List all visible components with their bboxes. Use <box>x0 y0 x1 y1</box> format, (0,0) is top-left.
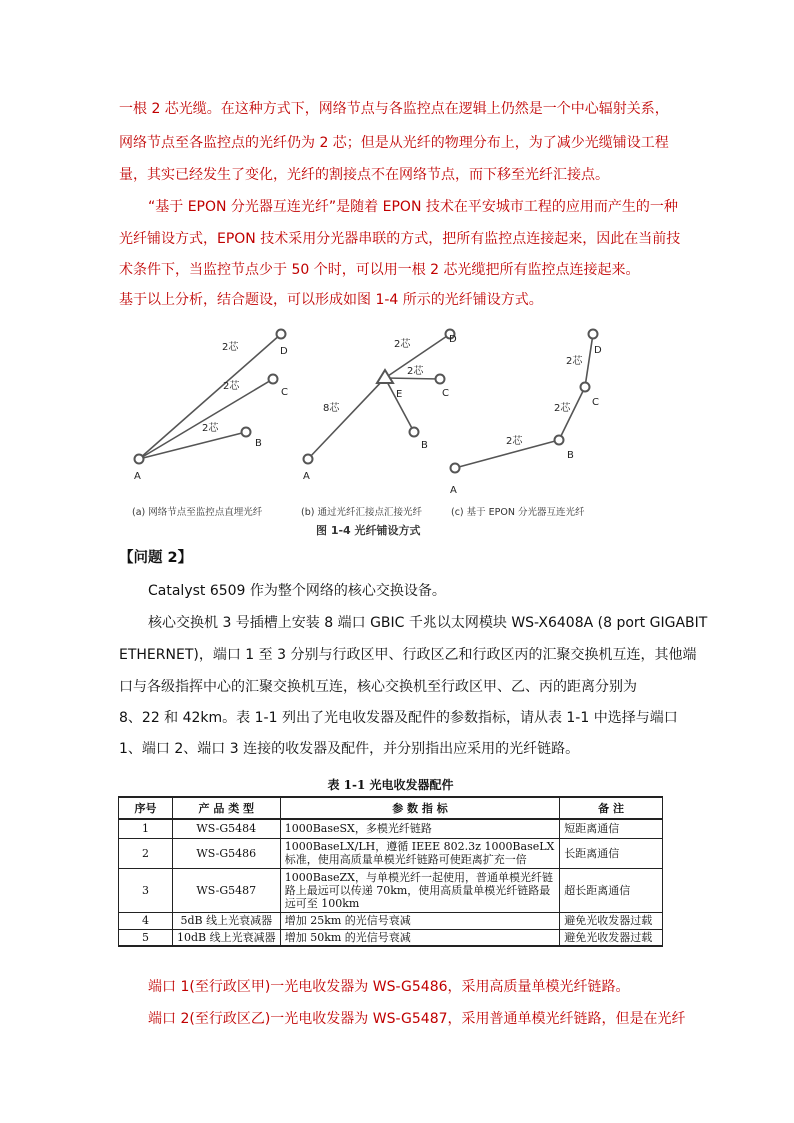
label-2core: 2芯 <box>394 339 411 350</box>
paragraph-line: 光纤铺设方式，EPON 技术采用分光器串联的方式，把所有监控点连接起来，因此在当前技 <box>119 231 681 247</box>
node-label: A <box>134 471 141 482</box>
cell-note: 短距离通信 <box>560 819 663 838</box>
panel-b-caption: (b) 通过光纤汇接点汇接光纤 <box>301 507 422 518</box>
label-2core: 2芯 <box>554 403 571 414</box>
question-line: 8、22 和 42km。表 1-1 列出了光电收发器及配件的参数指标，请从表 1-1 中选择与端口 <box>119 710 678 726</box>
label-2core: 2芯 <box>222 342 239 353</box>
splitter-e-triangle <box>377 370 393 383</box>
cell-type: WS-G5486 <box>172 838 280 868</box>
header-spec: 参 数 指 标 <box>280 797 560 819</box>
answer-line: 端口 1(至行政区甲)一光电收发器为 WS-G5486，采用高质量单模光纤链路。 <box>148 979 630 995</box>
node-a-a <box>135 455 144 464</box>
cell-no: 3 <box>119 868 173 912</box>
cell-note: 避免光收发器过载 <box>560 929 663 946</box>
table-row <box>119 912 663 929</box>
node-label: C <box>281 387 288 398</box>
cell-note: 避免光收发器过载 <box>560 912 663 929</box>
label-2core: 2芯 <box>223 381 240 392</box>
paragraph-line: 量，其实已经发生了变化，光纤的割接点不在网络节点，而下移至光纤汇接点。 <box>119 167 609 183</box>
table-row <box>119 929 663 946</box>
node-label: B <box>255 438 262 449</box>
cell-note: 超长距离通信 <box>560 868 663 912</box>
node-c-c <box>581 383 590 392</box>
node-label: E <box>396 389 403 400</box>
table-row <box>119 819 663 838</box>
cell-no: 2 <box>119 838 173 868</box>
table-caption: 表 1-1 光电收发器配件 <box>327 778 454 792</box>
label-2core: 2芯 <box>202 423 219 434</box>
cell-type: WS-G5484 <box>172 819 280 838</box>
question-line: 口与各级指挥中心的汇聚交换机互连，核心交换机至行政区甲、乙、丙的距离分别为 <box>119 679 637 695</box>
fiber-layout-figure <box>118 318 615 540</box>
cell-no: 5 <box>119 929 173 946</box>
table-header-row <box>119 797 663 819</box>
node-c-b <box>436 375 445 384</box>
node-d-a <box>277 330 286 339</box>
cell-spec: 1000BaseZX，与单模光纤一起使用，普通单模光纤链路上最远可以传递 70km，使用高质量单模光纤链路最远可至 100km <box>280 868 560 912</box>
table-row <box>119 868 663 912</box>
node-label: D <box>449 334 457 345</box>
node-c-a <box>269 375 278 384</box>
node-label: B <box>421 440 428 451</box>
node-label: D <box>280 346 288 357</box>
node-a-c <box>451 464 460 473</box>
cell-type: WS-G5487 <box>172 868 280 912</box>
panel-c-caption: (c) 基于 EPON 分光器互连光纤 <box>451 507 585 518</box>
node-d-c <box>589 330 598 339</box>
question-line: 1、端口 2、端口 3 连接的收发器及配件，并分别指出应采用的光纤链路。 <box>119 741 580 757</box>
question-line: ETHERNET)，端口 1 至 3 分别与行政区甲、行政区乙和行政区丙的汇聚交换机互连，其他端 <box>119 647 697 663</box>
cell-spec: 增加 50km 的光信号衰减 <box>280 929 560 946</box>
paragraph-line: 网络节点至各监控点的光纤仍为 2 芯；但是从光纤的物理分布上，为了减少光缆铺设工程 <box>119 135 669 151</box>
label-8core: 8芯 <box>323 403 340 414</box>
node-b-c <box>555 436 564 445</box>
label-2core: 2芯 <box>506 436 523 447</box>
transceiver-table <box>118 796 663 947</box>
node-label: C <box>592 397 599 408</box>
header-note: 备 注 <box>560 797 663 819</box>
question-heading: 【问题 2】 <box>119 550 193 566</box>
table-row <box>119 838 663 868</box>
paragraph-line: “基于 EPON 分光器互连光纤”是随着 EPON 技术在平安城市工程的应用而产生的一种 <box>148 199 678 215</box>
cell-note: 长距离通信 <box>560 838 663 868</box>
question-line: 核心交换机 3 号插槽上安装 8 端口 GBIC 千兆以太网模块 WS-X6408A (8 port GIGABIT <box>148 615 708 631</box>
figure-title: 图 1-4 光纤铺设方式 <box>316 524 421 537</box>
cell-type: 10dB 线上光衰减器 <box>172 929 280 946</box>
node-label: C <box>442 388 449 399</box>
header-type: 产 品 类 型 <box>172 797 280 819</box>
node-label: B <box>567 450 574 461</box>
question-line: Catalyst 6509 作为整个网络的核心交换设备。 <box>148 583 446 599</box>
cell-spec: 增加 25km 的光信号衰减 <box>280 912 560 929</box>
node-label: A <box>303 471 310 482</box>
label-2core: 2芯 <box>566 356 583 367</box>
header-no: 序号 <box>119 797 173 819</box>
node-b-b <box>410 428 419 437</box>
node-label: A <box>450 485 457 496</box>
node-label: D <box>594 345 602 356</box>
cell-no: 1 <box>119 819 173 838</box>
panel-a-caption: (a) 网络节点至监控点直埋光纤 <box>132 507 263 518</box>
cell-spec: 1000BaseSX，多模光纤链路 <box>280 819 560 838</box>
cell-type: 5dB 线上光衰减器 <box>172 912 280 929</box>
cell-spec: 1000BaseLX/LH，遵循 IEEE 802.3z 1000BaseLX 标准，使用高质量单模光纤链路可使距离扩充一倍 <box>280 838 560 868</box>
node-a-b <box>304 455 313 464</box>
answer-line: 端口 2(至行政区乙)一光电收发器为 WS-G5487，采用普通单模光纤链路，但是在光纤 <box>148 1011 686 1027</box>
paragraph-line: 基于以上分析，结合题设，可以形成如图 1-4 所示的光纤铺设方式。 <box>119 292 543 308</box>
paragraph-line: 术条件下，当监控节点少于 50 个时，可以用一根 2 芯光缆把所有监控点连接起来。 <box>119 262 640 278</box>
label-2core: 2芯 <box>407 366 424 377</box>
paragraph-line: 一根 2 芯光缆。在这种方式下，网络节点与各监控点在逻辑上仍然是一个中心辐射关系， <box>119 101 669 117</box>
node-b-a <box>242 428 251 437</box>
cell-no: 4 <box>119 912 173 929</box>
